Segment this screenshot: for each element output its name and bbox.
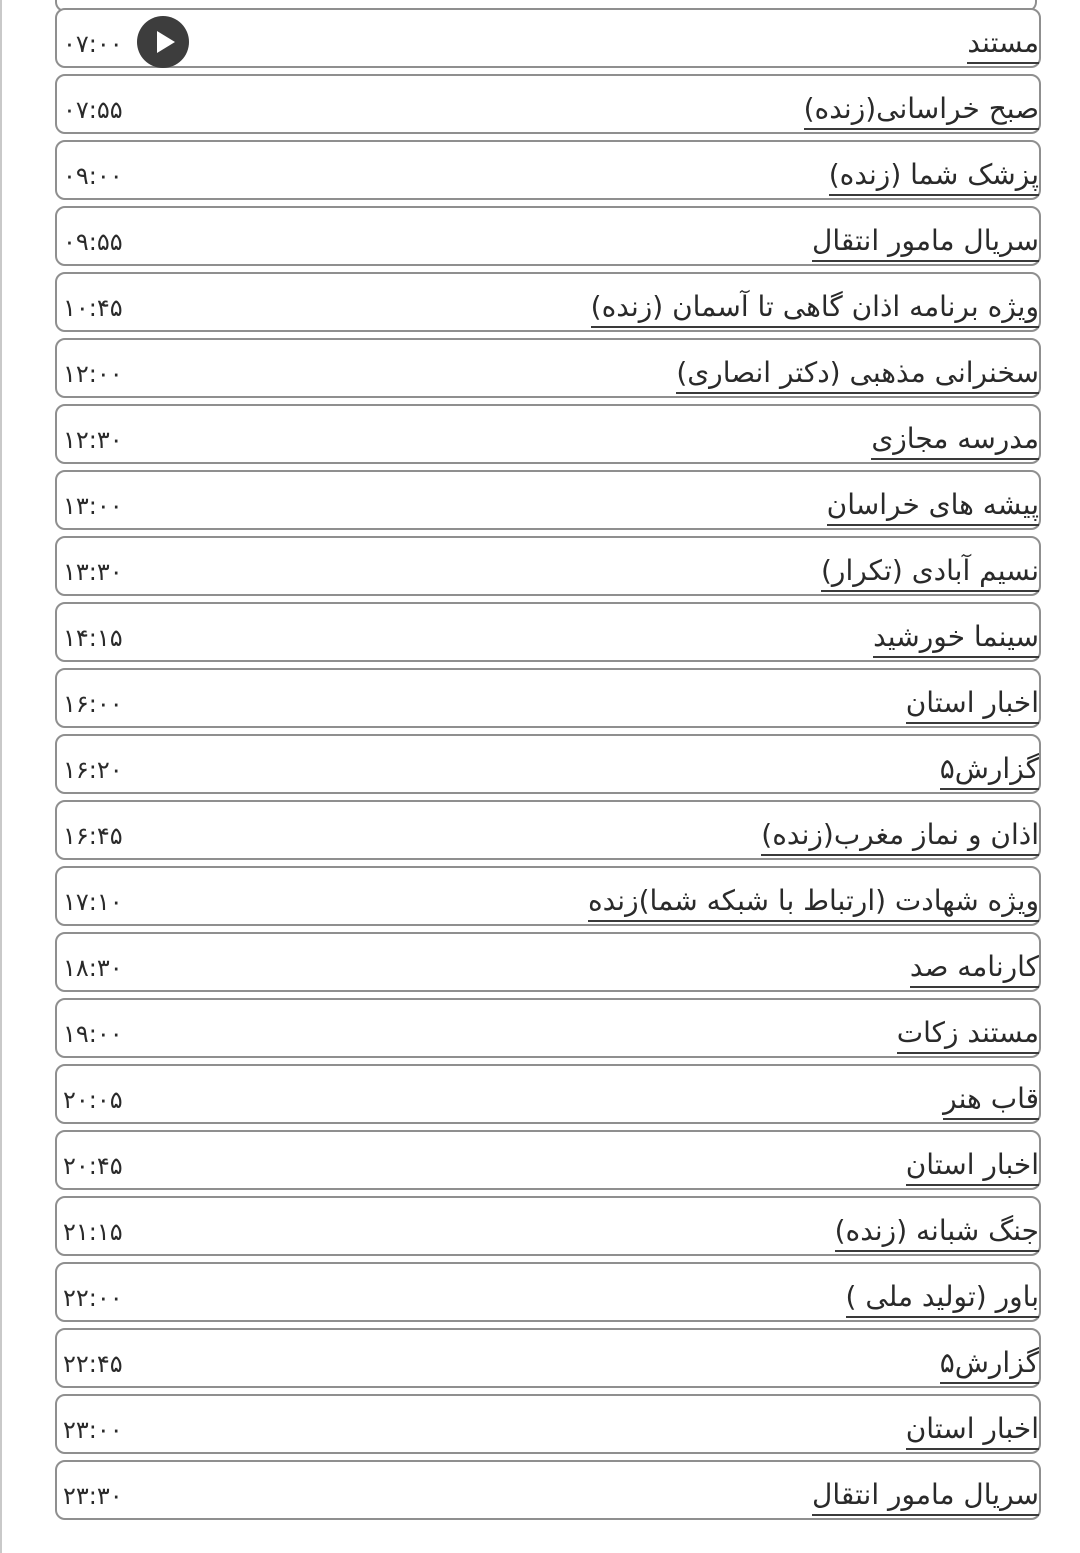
schedule-row[interactable] xyxy=(55,998,1041,1058)
schedule-row[interactable] xyxy=(55,404,1041,464)
program-title: باور (تولید ملی ) xyxy=(846,1278,1039,1318)
program-title: سریال مامور انتقال xyxy=(812,1476,1039,1516)
program-time: ۱۲:۳۰ xyxy=(63,426,123,454)
schedule-row[interactable] xyxy=(55,668,1041,728)
play-icon xyxy=(157,31,175,53)
program-time: ۲۳:۰۰ xyxy=(63,1416,123,1444)
schedule-row[interactable] xyxy=(55,866,1041,926)
program-time: ۱۷:۱۰ xyxy=(63,888,123,916)
program-title: ویژه شهادت (ارتباط با شبکه شما)زنده xyxy=(588,882,1039,922)
program-time: ۱۶:۴۵ xyxy=(63,822,123,850)
schedule-row[interactable] xyxy=(55,1262,1041,1322)
program-title: گزارش۵ xyxy=(940,1344,1039,1384)
program-time: ۱۳:۰۰ xyxy=(63,492,123,520)
program-title: سینما خورشید xyxy=(873,618,1039,658)
program-time: ۱۳:۳۰ xyxy=(63,558,123,586)
schedule-row[interactable] xyxy=(55,470,1041,530)
schedule-row[interactable] xyxy=(55,206,1041,266)
program-title: سخنرانی مذهبی (دکتر انصاری) xyxy=(676,354,1039,394)
program-title: اخبار استان xyxy=(906,1410,1039,1450)
program-time: ۲۲:۰۰ xyxy=(63,1284,123,1312)
schedule-row[interactable] xyxy=(55,734,1041,794)
schedule-row[interactable] xyxy=(55,272,1041,332)
program-title: پیشه های خراسان xyxy=(827,486,1039,526)
tv-schedule-list xyxy=(55,0,1041,1553)
program-time: ۲۳:۳۰ xyxy=(63,1482,123,1510)
schedule-row[interactable] xyxy=(55,1196,1041,1256)
program-time: ۲۰:۴۵ xyxy=(63,1152,123,1180)
program-time: ۰۷:۰۰ xyxy=(63,30,123,58)
program-title: ویژه برنامه اذان گاهی تا آسمان (زنده) xyxy=(591,288,1039,328)
program-time: ۱۸:۳۰ xyxy=(63,954,123,982)
program-title: اخبار استان xyxy=(906,684,1039,724)
schedule-row[interactable] xyxy=(55,602,1041,662)
program-title: مستند xyxy=(967,24,1039,64)
program-title: مدرسه مجازی xyxy=(871,420,1039,460)
program-time: ۰۷:۵۵ xyxy=(63,96,123,124)
page-left-border xyxy=(0,0,2,1553)
program-title: اخبار استان xyxy=(906,1146,1039,1186)
schedule-row[interactable] xyxy=(55,140,1041,200)
program-title: پزشک شما (زنده) xyxy=(829,156,1039,196)
program-time: ۱۶:۰۰ xyxy=(63,690,123,718)
schedule-row[interactable] xyxy=(55,1328,1041,1388)
schedule-row[interactable] xyxy=(55,1130,1041,1190)
program-time: ۱۹:۰۰ xyxy=(63,1020,123,1048)
schedule-row[interactable] xyxy=(55,74,1041,134)
program-time: ۱۴:۱۵ xyxy=(63,624,123,652)
schedule-row[interactable] xyxy=(55,536,1041,596)
schedule-row[interactable] xyxy=(55,1460,1041,1520)
schedule-row[interactable] xyxy=(55,1394,1041,1454)
program-title: کارنامه صد xyxy=(910,948,1039,988)
program-title: قاب هنر xyxy=(943,1080,1039,1120)
play-button[interactable] xyxy=(137,16,189,68)
program-time: ۰۹:۰۰ xyxy=(63,162,123,190)
program-title: گزارش۵ xyxy=(940,750,1039,790)
schedule-row[interactable] xyxy=(55,1064,1041,1124)
program-title: صبح خراسانی(زنده) xyxy=(804,90,1039,130)
program-time: ۲۲:۴۵ xyxy=(63,1350,123,1378)
program-title: سریال مامور انتقال xyxy=(812,222,1039,262)
schedule-row[interactable] xyxy=(55,338,1041,398)
schedule-row[interactable] xyxy=(55,8,1041,68)
program-time: ۱۲:۰۰ xyxy=(63,360,123,388)
program-title: جنگ شبانه (زنده) xyxy=(835,1212,1039,1252)
schedule-row[interactable] xyxy=(55,800,1041,860)
program-time: ۰۹:۵۵ xyxy=(63,228,123,256)
program-title: نسیم آبادی (تکرار) xyxy=(821,552,1039,592)
program-time: ۲۰:۰۵ xyxy=(63,1086,123,1114)
program-time: ۱۶:۲۰ xyxy=(63,756,123,784)
schedule-row[interactable] xyxy=(55,932,1041,992)
program-time: ۲۱:۱۵ xyxy=(63,1218,123,1246)
program-time: ۱۰:۴۵ xyxy=(63,294,123,322)
program-title: اذان و نماز مغرب(زنده) xyxy=(761,816,1039,856)
program-title: مستند زکات xyxy=(897,1014,1039,1054)
